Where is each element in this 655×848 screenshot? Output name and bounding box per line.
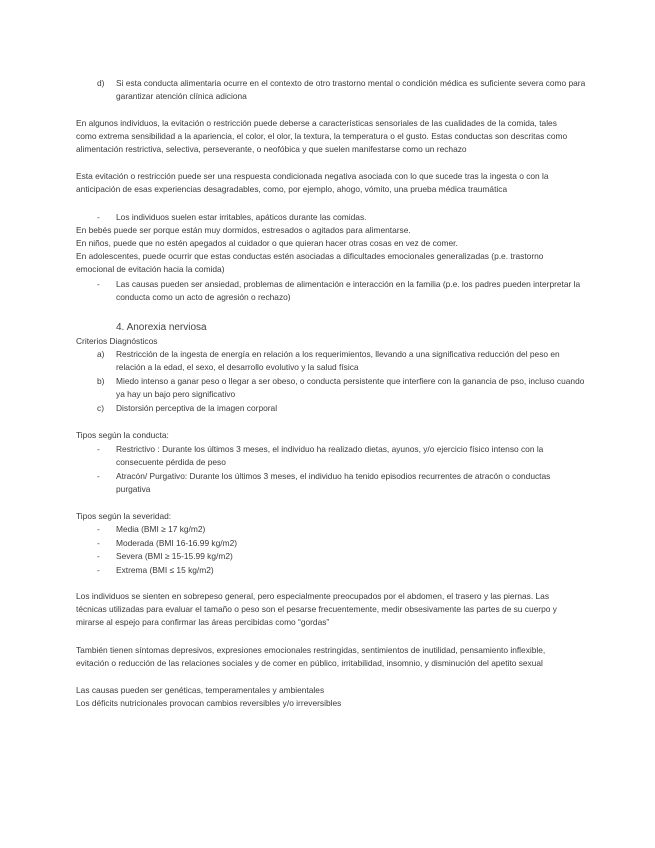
list-marker: -	[97, 524, 100, 534]
line-causas-geneticas: Las causas pueden ser genéticas, temperamentales y ambientales	[76, 685, 325, 695]
paragraph-sensorial: En algunos individuos, la evitación o restricción puede deberse a características sensoriales de las cualidades de la comida, tales como extrema sensibilidad a la apariencia, el color, el olor, la textura, la temperatura o el gusto. Estas conductas son descritas como alimentación restrictiva, selectiva, perseverante, o neofóbica y que suelen manifestarse como un rechazo	[76, 118, 568, 155]
line-bebes: En bebés puede ser porque están muy dormidos, estresados o agitados para alimentarse.	[76, 225, 411, 235]
list-marker: -	[97, 212, 100, 222]
paragraph-sobrepeso: Los individuos se sienten en sobrepeso general, pero especialmente preocupados por el abdomen, el trasero y las piernas. Las técnicas utilizadas para evaluar el tamaño o peso son el pesarse frecuentemente, medir obsesivamente las partes de su cuerpo y mirarse al espejo para confirmar las áreas percibidas como “gordas”	[76, 591, 557, 628]
list-marker: c)	[97, 403, 104, 413]
list-marker: a)	[97, 349, 105, 359]
severidad-item: Extrema (BMI ≤ 15 kg/m2)	[116, 565, 214, 575]
paragraph-sintomas: También tienen síntomas depresivos, expresiones emocionales restringidas, sentimientos de inutilidad, pensamiento inflexible, evitación o reducción de las relaciones sociales y de comer en público, irritabilidad, insomnio, y disminución del apetito sexual	[76, 645, 546, 669]
criterion-b-text: Miedo intenso a ganar peso o llegar a ser obeso, o conducta persistente que interfiere con la ganancia de pso, incluso cuando ya hay un bajo pero significativo	[116, 376, 585, 400]
criterion-a-text: Restricción de la ingesta de energía en relación a los requerimientos, llevando a una significativa reducción del peso en relación a la edad, el sexo, el desarrollo evolutivo y la salud física	[116, 349, 560, 373]
section-heading: 4. Anorexia nerviosa	[116, 322, 207, 333]
severidad-item: Media (BMI ≥ 17 kg/m2)	[116, 524, 206, 534]
list-marker: -	[97, 279, 100, 289]
line-deficits: Los déficits nutricionales provocan cambios reversibles y/o irreversibles	[76, 698, 342, 708]
criterion-d-text: Si esta conducta alimentaria ocurre en el contexto de otro trastorno mental o condición médica es suficiente severa como para garantizar atención clínica adiciona	[116, 78, 586, 102]
tipo-restrictivo: Restrictivo : Durante los últimos 3 meses, el individuo ha realizado dietas, ayunos, y/o ejercicio físico intenso con la consecuente pérdida de peso	[116, 444, 544, 468]
list-marker: b)	[97, 376, 105, 386]
severidad-item: Severa (BMI ≥ 15-15.99 kg/m2)	[116, 551, 233, 561]
list-marker: d)	[97, 78, 105, 88]
severidad-item: Moderada (BMI 16-16.99 kg/m2)	[116, 538, 238, 548]
paragraph-condicionada: Esta evitación o restricción puede ser una respuesta condicionada negativa asociada con lo que sucede tras la ingesta o con la anticipación de esas experiencias desagradables, como, por ejemplo, ahogo, vómito, una prueba médica traumática	[76, 171, 549, 195]
line-ninos: En niños, puede que no estén apegados al cuidador o que quieran hacer otras cosas en vez de comer.	[76, 238, 458, 248]
paragraph-adolescentes: En adolescentes, puede ocurrir que estas conductas estén asociadas a dificultades emocionales generalizadas (p.e. trastorno emocional de evitación hacia la comida)	[76, 251, 544, 275]
criterios-label: Criterios Diagnósticos	[76, 336, 158, 346]
list-marker: -	[97, 551, 100, 561]
list-marker: -	[97, 471, 100, 481]
list-marker: -	[97, 444, 100, 454]
list-marker: -	[97, 538, 100, 548]
tipos-conducta-label: Tipos según la conducta:	[76, 430, 169, 440]
criterion-c-text: Distorsión perceptiva de la imagen corporal	[116, 403, 278, 413]
bullet-causas: Las causas pueden ser ansiedad, problemas de alimentación e interacción en la familia (p.e. los padres pueden interpretar la conducta como un acto de agresión o rechazo)	[116, 279, 581, 303]
list-marker: -	[97, 565, 100, 575]
bullet-irritables: Los individuos suelen estar irritables, apáticos durante las comidas.	[116, 212, 367, 222]
tipos-severidad-label: Tipos según la severidad:	[76, 511, 172, 521]
tipo-purgativo: Atracón/ Purgativo: Durante los últimos 3 meses, el individuo ha tenido episodios recurrentes de atracón o conductas purgativa	[116, 471, 551, 495]
